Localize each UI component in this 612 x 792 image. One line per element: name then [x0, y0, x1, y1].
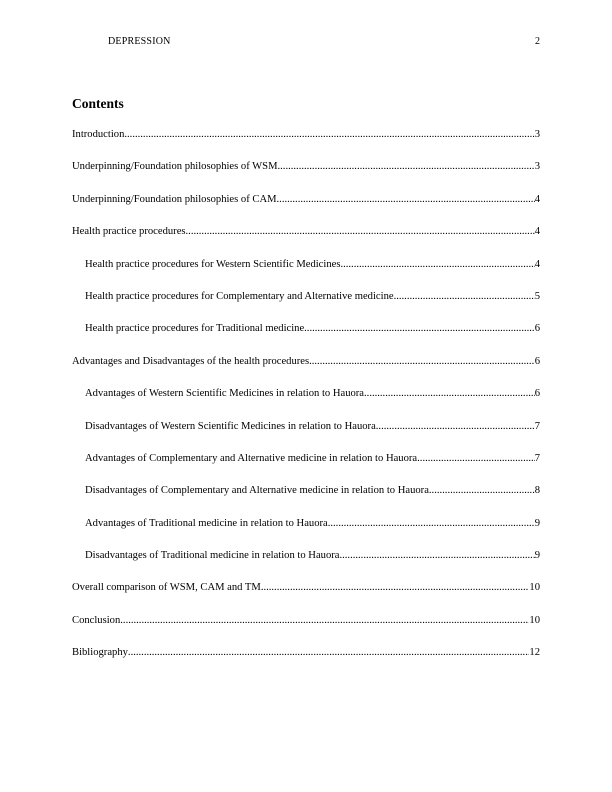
toc-entry[interactable] — [72, 355, 540, 387]
toc-entry-page: 7 — [534, 420, 540, 432]
toc-entry-page: 3 — [534, 129, 540, 140]
toc-entry-title: Introduction — [72, 129, 125, 140]
toc-entry[interactable] — [72, 517, 540, 549]
toc-dot-leader — [124, 128, 534, 142]
toc-entry-title: Disadvantages of Complementary and Alternative medicine in relation to Hauora — [85, 485, 429, 497]
toc-entry-page: 10 — [529, 614, 540, 626]
toc-entry-title: Health practice procedures — [72, 226, 186, 238]
toc-entry[interactable] — [72, 160, 540, 192]
toc-entry[interactable] — [72, 128, 540, 160]
toc-entry-page: 6 — [534, 388, 540, 400]
toc-entry[interactable] — [72, 258, 540, 290]
toc-dot-leader — [417, 452, 535, 466]
toc-dot-leader — [339, 549, 534, 563]
toc-entry[interactable] — [72, 452, 540, 484]
toc-entry-page: 4 — [534, 193, 540, 205]
toc-dot-leader — [261, 581, 530, 595]
toc-dot-leader — [278, 160, 535, 174]
toc-entry-page: 9 — [534, 550, 540, 562]
toc-entry-page: 6 — [534, 355, 540, 367]
toc-entry-page: 5 — [534, 290, 540, 302]
toc-dot-leader — [120, 614, 529, 628]
toc-entry-title: Health practice procedures for Traditional medicine — [85, 323, 305, 335]
toc-heading: Contents — [72, 96, 124, 111]
toc-entry[interactable] — [72, 322, 540, 354]
toc-entry[interactable] — [72, 225, 540, 257]
toc-dot-leader — [277, 193, 535, 207]
toc-dot-leader — [328, 517, 535, 531]
toc-entry-title: Disadvantages of Traditional medicine in relation to Hauora — [85, 550, 340, 562]
toc-entry-page: 7 — [534, 452, 540, 464]
toc-entry-title: Underpinning/Foundation philosophies of CAM — [72, 193, 277, 205]
toc-entry-title: Bibliography — [72, 647, 128, 659]
toc-entry-page: 6 — [534, 323, 540, 335]
toc-entry-title: Advantages of Traditional medicine in relation to Hauora — [85, 517, 328, 529]
toc-entry-title: Advantages of Western Scientific Medicines in relation to Hauora — [85, 388, 365, 400]
toc-entry[interactable] — [72, 420, 540, 452]
toc-entry[interactable] — [72, 581, 540, 613]
toc-entry-title: Advantages and Disadvantages of the health procedures — [72, 355, 310, 367]
toc-dot-leader — [186, 225, 535, 239]
toc-entry-page: 4 — [534, 226, 540, 238]
toc-entry-title: Health practice procedures for Western Scientific Medicines — [85, 258, 341, 270]
toc-dot-leader — [364, 387, 535, 401]
toc-entry-title: Underpinning/Foundation philosophies of WSM — [72, 161, 278, 173]
toc-entry[interactable] — [72, 387, 540, 419]
toc-entry-page: 8 — [534, 485, 540, 497]
running-head: DEPRESSION — [108, 36, 171, 47]
toc-entry-title: Overall comparison of WSM, CAM and TM — [72, 582, 261, 594]
toc-entry-title: Conclusion — [72, 614, 121, 626]
toc-dot-leader — [394, 290, 535, 304]
toc-entry-title: Advantages of Complementary and Alternative medicine in relation to Hauora — [85, 452, 418, 464]
toc-entry-title: Disadvantages of Western Scientific Medicines in relation to Hauora — [85, 420, 376, 432]
toc-entry-page: 10 — [529, 582, 540, 594]
toc-entry-page: 12 — [529, 647, 540, 659]
toc-dot-leader — [309, 355, 535, 369]
toc-entry-title: Health practice procedures for Complementary and Alternative medicine — [85, 290, 394, 302]
toc-entry[interactable] — [72, 290, 540, 322]
toc-entry[interactable] — [72, 193, 540, 225]
toc-entry[interactable] — [72, 484, 540, 516]
toc-dot-leader — [304, 322, 535, 336]
toc-dot-leader — [128, 646, 529, 660]
toc-entry[interactable] — [72, 549, 540, 581]
toc-dot-leader — [376, 420, 535, 434]
page-number: 2 — [535, 36, 540, 47]
toc-entry-page: 3 — [534, 161, 540, 173]
table-of-contents — [72, 128, 540, 679]
toc-dot-leader — [429, 484, 535, 498]
toc-dot-leader — [340, 258, 534, 272]
toc-entry-page: 9 — [534, 517, 540, 529]
toc-entry[interactable] — [72, 614, 540, 646]
toc-entry-page: 4 — [534, 258, 540, 270]
toc-entry[interactable] — [72, 646, 540, 678]
